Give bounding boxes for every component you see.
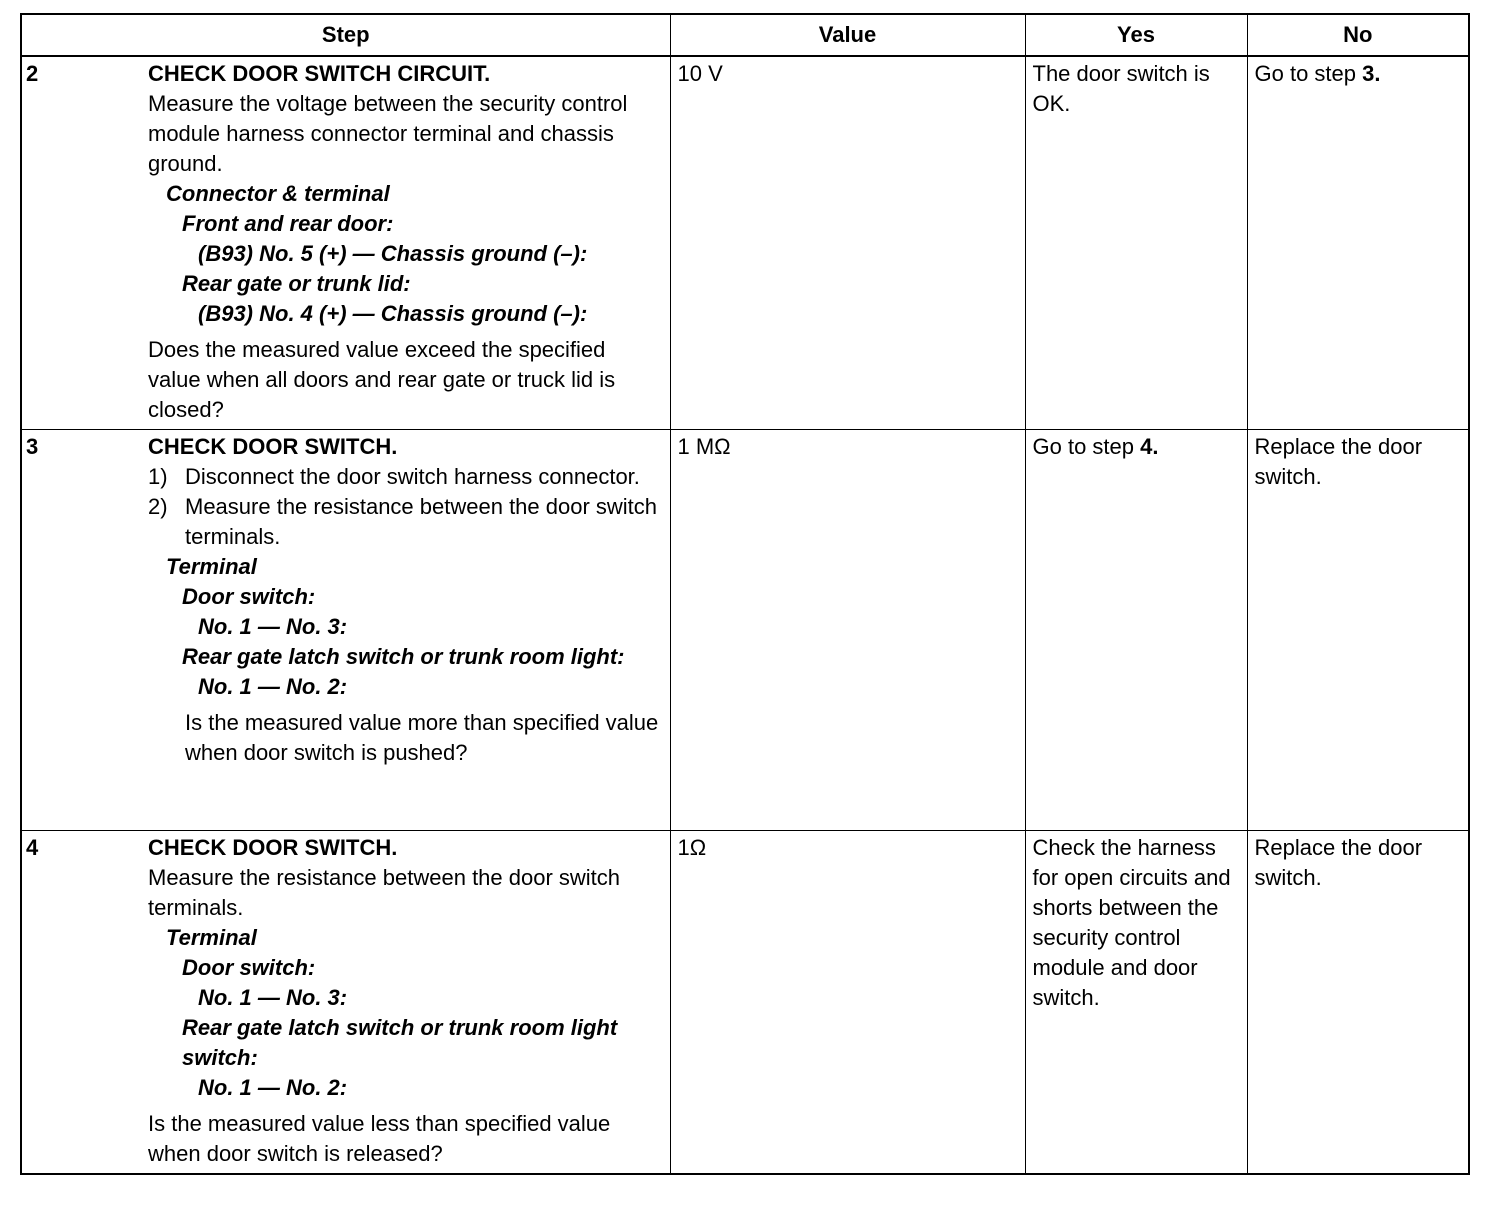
spec-value: (B93) No. 4 (+) — Chassis ground (–): [198,301,588,326]
table-row [21,831,1469,1175]
spec-value: (B93) No. 5 (+) — Chassis ground (–): [198,241,588,266]
step-cell [21,831,670,1175]
step-number: 4 [26,835,39,860]
step-intro: Measure the voltage between the security control module harness connector terminal and chassis ground. [148,91,628,176]
step-intro: Measure the resistance between the door switch terminals. [148,865,621,920]
step-cell [21,56,670,430]
yes-cell [1025,56,1247,430]
value-cell [670,56,1025,430]
step-title: CHECK DOOR SWITCH. [148,434,398,459]
yes-cell [1025,430,1247,831]
header-value: Value [670,14,1025,56]
table-row [21,56,1469,430]
step-title: CHECK DOOR SWITCH CIRCUIT. [148,61,491,86]
spec-value: No. 1 — No. 3: [198,614,348,639]
no-cell [1247,430,1469,831]
value-text: 1Ω [677,835,707,860]
no-suffix: . [1374,61,1381,86]
spec-value: No. 1 — No. 2: [198,674,348,699]
step-question: Is the measured value less than specified value when door switch is released? [148,1111,611,1166]
value-cell [670,831,1025,1175]
step-number: 3 [26,434,39,459]
spec-label: Door switch: [182,955,316,980]
no-text [1248,57,1469,93]
header-yes: Yes [1025,14,1247,56]
step-number: 2 [26,61,39,86]
value-text: 1 MΩ [677,434,731,459]
step-question: Is the measured value more than specified value when door switch is pushed? [185,710,659,765]
spec-heading: Terminal [166,554,257,579]
yes-text: Check the harness for open circuits and shorts between the security control module and door switch. [1032,835,1231,1010]
yes-cell [1025,831,1247,1175]
spec-value: No. 1 — No. 3: [198,985,348,1010]
spec-label: Rear gate latch switch or trunk room light switch: [182,1015,618,1070]
no-cell [1247,56,1469,430]
numbered-step [148,492,664,552]
diagnostic-table [20,13,1470,1175]
spec-value: No. 1 — No. 2: [198,1075,348,1100]
no-text: Replace the door switch. [1254,835,1423,890]
no-cell [1247,831,1469,1175]
yes-text: The door switch is OK. [1032,61,1210,116]
yes-prefix: Go to step [1032,434,1141,459]
numbered-step-text: Measure the resistance between the door switch terminals. [185,494,658,549]
yes-step-ref: 4 [1140,434,1153,459]
table-header-row [21,14,1469,56]
spec-heading: Terminal [166,925,257,950]
numbered-step [148,462,664,492]
no-text: Replace the door switch. [1254,434,1423,489]
spec-label: Door switch: [182,584,316,609]
value-cell [670,430,1025,831]
step-title: CHECK DOOR SWITCH. [148,835,398,860]
numbered-step-mark: 2) [148,494,168,519]
header-step: Step [21,14,670,56]
no-step-ref: 3 [1362,61,1375,86]
value-text: 10 V [677,61,723,86]
spec-label: Rear gate or trunk lid: [182,271,411,296]
spec-label: Front and rear door: [182,211,394,236]
step-cell [21,430,670,831]
header-no: No [1247,14,1469,56]
table-row [21,430,1469,831]
numbered-step-mark: 1) [148,464,168,489]
yes-text [1026,430,1247,466]
yes-suffix: . [1152,434,1159,459]
step-question: Does the measured value exceed the specified value when all doors and rear gate or truck lid is closed? [148,337,616,422]
spec-label: Rear gate latch switch or trunk room light: [182,644,625,669]
spec-heading: Connector & terminal [166,181,390,206]
numbered-step-text: Disconnect the door switch harness connector. [185,464,640,489]
no-prefix: Go to step [1254,61,1363,86]
